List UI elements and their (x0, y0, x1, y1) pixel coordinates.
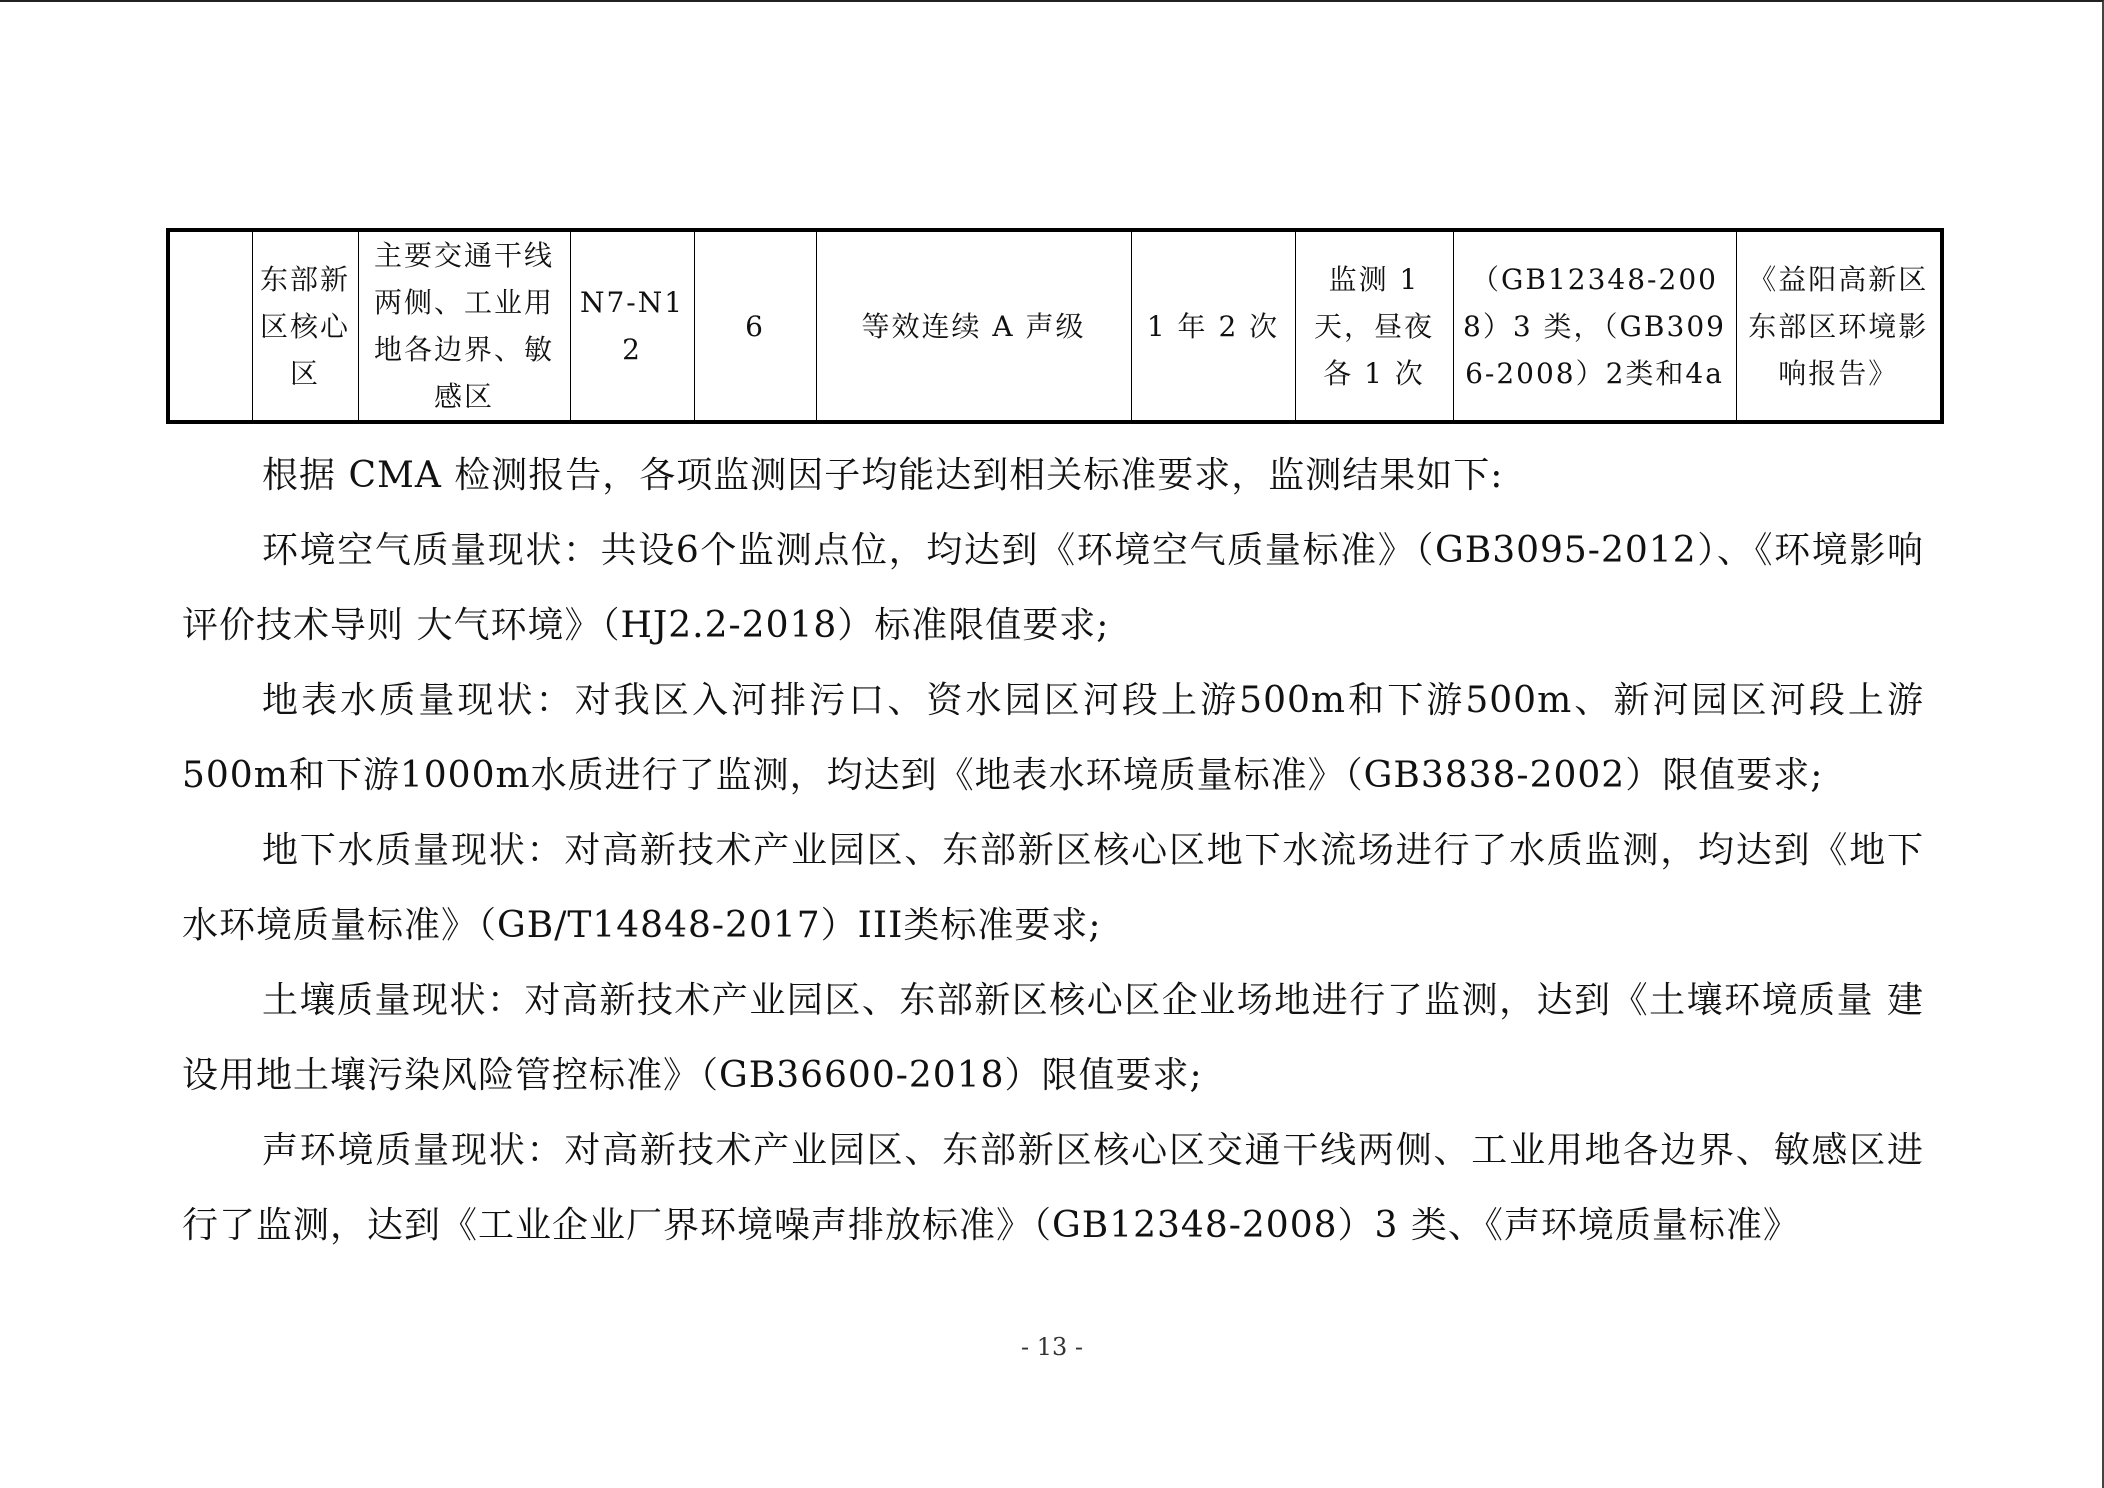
monitoring-table (166, 228, 1944, 424)
table-cell-standard: （GB12348-2008）3 类，（GB3096-2008）2类和4a (1453, 230, 1736, 422)
groundwater-paragraph: 地下水质量现状：对高新技术产业园区、东部新区核心区地下水流场进行了水质监测，均达到《地下水环境质量标准》（GB/T14848-2017）III类标准要求; (182, 830, 1924, 946)
table-cell-factor: 等效连续 A 声级 (816, 230, 1131, 422)
table-cell-location: 主要交通干线两侧、工业用地各边界、敏感区 (358, 230, 570, 422)
soil-quality-paragraph: 土壤质量现状：对高新技术产业园区、东部新区核心区企业场地进行了监测，达到《土壤环境质量 建设用地土壤污染风险管控标准》（GB36600-2018）限值要求; (182, 980, 1924, 1096)
report-body (182, 438, 1924, 1263)
acoustic-paragraph: 声环境质量现状：对高新技术产业园区、东部新区核心区交通干线两侧、工业用地各边界、敏感区进行了监测，达到《工业企业厂界环境噪声排放标准》（GB12348-2008）3 类、《声环境质量标准》 (182, 1130, 1924, 1246)
table-row (168, 230, 1942, 422)
table-cell-blank (168, 230, 252, 422)
table-cell-point-count: 6 (694, 230, 816, 422)
page-number: - 13 - (1020, 1333, 1083, 1361)
intro-paragraph: 根据 CMA 检测报告，各项监测因子均能达到相关标准要求，监测结果如下: (262, 455, 1504, 496)
surface-water-paragraph: 地表水质量现状：对我区入河排污口、资水园区河段上游500m和下游500m、新河园区河段上游500m和下游1000m水质进行了监测，均达到《地表水环境质量标准》（GB3838-2002）限值要求; (182, 680, 1924, 796)
air-quality-paragraph: 环境空气质量现状：共设6个监测点位，均达到《环境空气质量标准》（GB3095-2012）、《环境影响评价技术导则 大气环境》（HJ2.2-2018）标准限值要求; (182, 530, 1924, 646)
table-cell-area: 东部新区核心区 (252, 230, 358, 422)
table-cell-frequency: 1 年 2 次 (1131, 230, 1295, 422)
table-cell-point-ids: N7-N12 (570, 230, 694, 422)
table-cell-source: 《益阳高新区东部区环境影响报告》 (1736, 230, 1942, 422)
table-cell-duration: 监测 1 天，昼夜各 1 次 (1295, 230, 1453, 422)
